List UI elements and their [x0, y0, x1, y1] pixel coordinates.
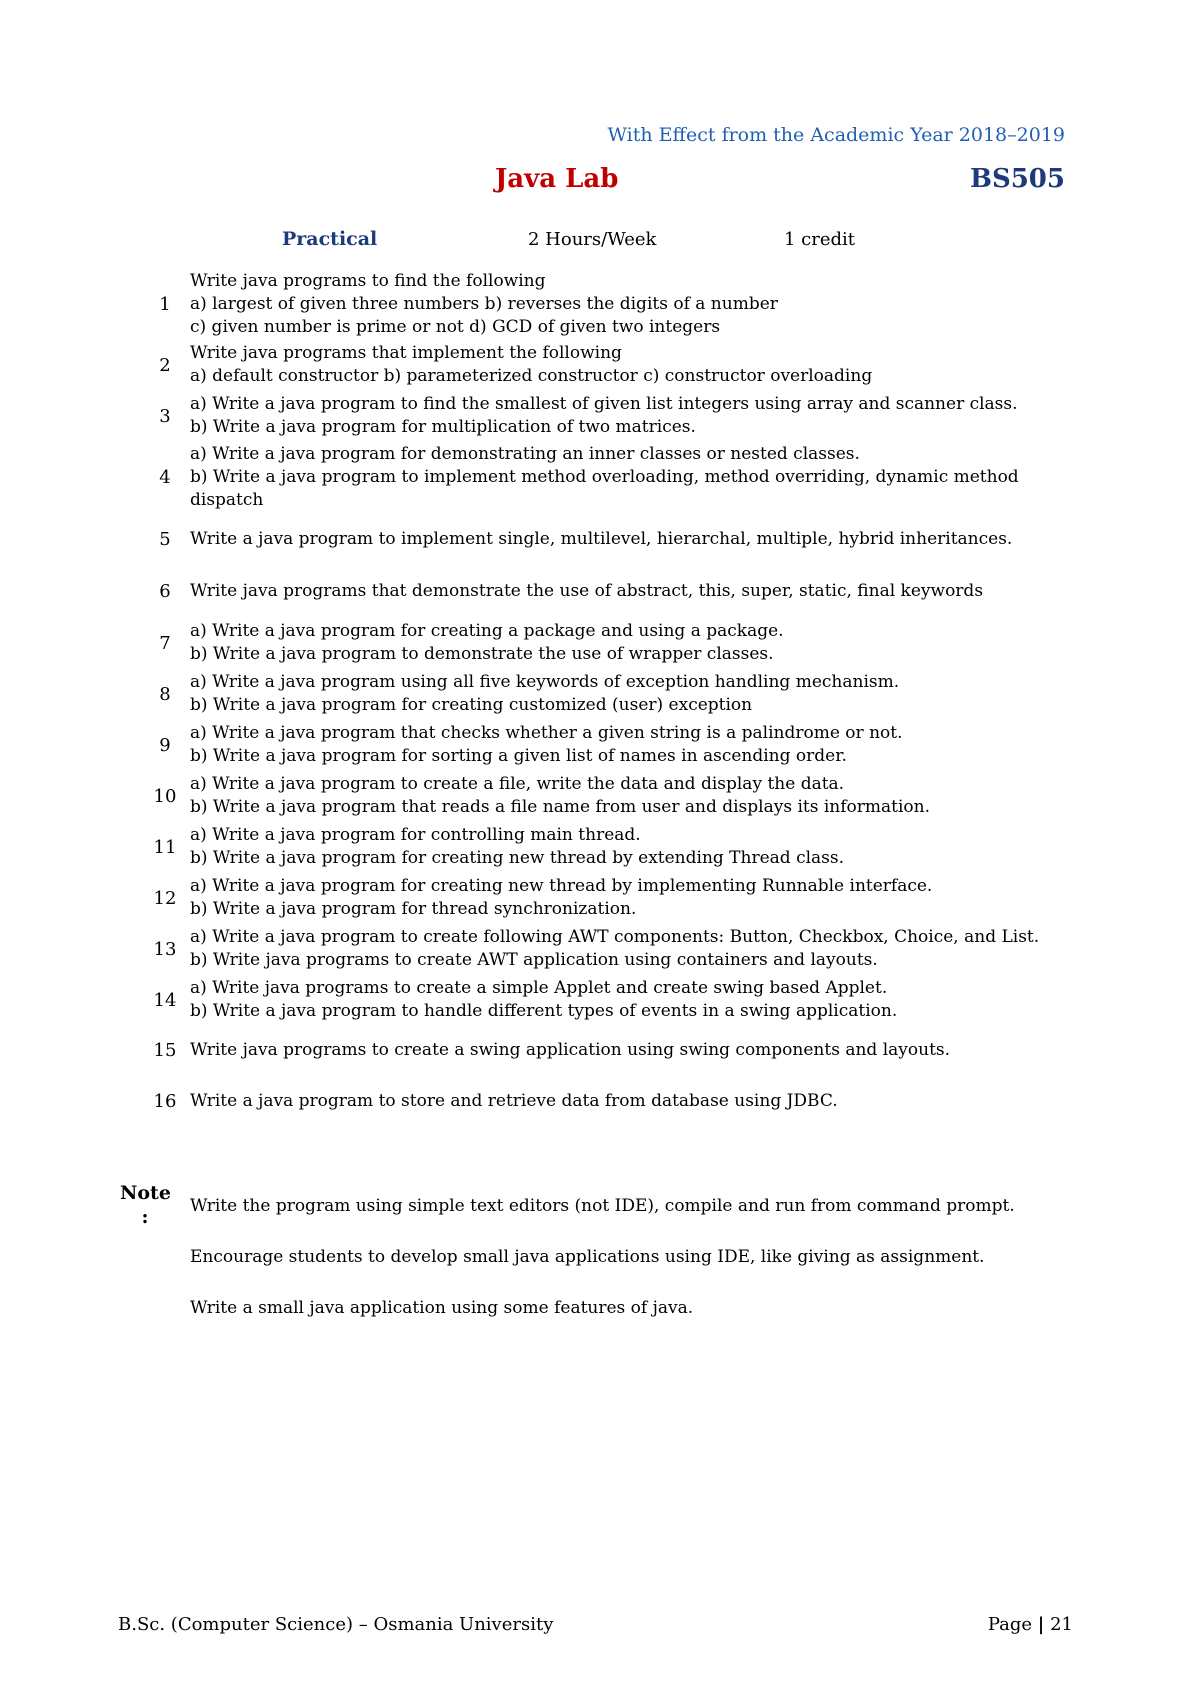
exercise-line: a) Write a java program for creating a package and using a package.: [190, 621, 784, 641]
exercise-row: [140, 393, 1070, 439]
footer-university: B.Sc. (Computer Science) – Osmania University: [118, 1614, 554, 1635]
exercise-line: Write java programs to create a swing application using swing components and layouts.: [190, 1040, 951, 1060]
exercise-line: a) largest of given three numbers b) reverses the digits of a number: [190, 294, 778, 314]
exercise-line: b) Write a java program for creating customized (user) exception: [190, 695, 753, 715]
note-label-text: Note: [120, 1182, 171, 1204]
exercise-line: Write java programs that implement the following: [190, 343, 622, 363]
note-line: Write a small java application using some features of java.: [190, 1298, 694, 1318]
exercise-number: 8: [159, 683, 171, 705]
exercise-row: [140, 722, 1070, 768]
exercise-number: 7: [159, 632, 171, 654]
page-separator: |: [1037, 1614, 1045, 1635]
exercise-line: a) Write a java program that checks whether a given string is a palindrome or not.: [190, 723, 903, 743]
exercise-row: [140, 1090, 1070, 1113]
course-credit: 1 credit: [784, 229, 856, 250]
exercise-line: b) Write a java program for thread synchronization.: [190, 899, 637, 919]
exercise-number: 6: [159, 581, 171, 602]
exercise-number: 9: [159, 734, 171, 756]
exercise-line: dispatch: [190, 490, 264, 510]
exercise-number: 2: [159, 354, 171, 376]
exercise-number: 12: [153, 887, 177, 909]
exercise-line: a) Write a java program to find the smallest of given list integers using array and scanner class.: [190, 394, 1018, 414]
exercise-line: Write java programs that demonstrate the use of abstract, this, super, static, final keywords: [190, 581, 984, 601]
exercise-line: a) default constructor b) parameterized constructor c) constructor overloading: [190, 366, 873, 386]
note-line: Write the program using simple text editors (not IDE), compile and run from command prompt.: [190, 1196, 1015, 1216]
exercise-row: [140, 977, 1070, 1023]
exercise-line: a) Write a java program for creating new thread by implementing Runnable interface.: [190, 876, 933, 896]
exercise-row: [140, 528, 1070, 551]
exercise-line: b) Write a java program to implement method overloading, method overriding, dynamic method: [190, 467, 1019, 487]
note-label: [120, 1181, 170, 1229]
exercise-number: 16: [153, 1091, 177, 1112]
exercise-row: [140, 580, 1070, 603]
exercise-line: b) Write a java program that reads a file name from user and displays its information.: [190, 797, 931, 817]
effect-year-line: With Effect from the Academic Year 2018–2019: [607, 124, 1065, 146]
exercise-number: 3: [159, 405, 171, 427]
exercise-row: [140, 926, 1070, 972]
exercise-number: 10: [153, 785, 177, 807]
exercise-line: Write a java program to store and retrieve data from database using JDBC.: [190, 1091, 838, 1111]
exercise-number: 13: [153, 938, 177, 960]
exercise-row: [140, 875, 1070, 921]
exercise-row: [140, 342, 1070, 388]
exercise-row: [140, 270, 1070, 339]
note-line: Encourage students to develop small java applications using IDE, like giving as assignment.: [190, 1247, 985, 1267]
exercise-number: 4: [159, 467, 171, 488]
page-label: Page: [987, 1614, 1033, 1635]
course-type: Practical: [282, 228, 378, 250]
exercise-line: a) Write a java program to create a file, write the data and display the data.: [190, 774, 845, 794]
note-label-colon: :: [141, 1206, 149, 1228]
footer-page-number: [988, 1614, 1073, 1635]
course-hours: 2 Hours/Week: [528, 229, 657, 250]
exercise-number: 1: [159, 294, 171, 315]
exercise-line: b) Write java programs to create AWT application using containers and layouts.: [190, 950, 878, 970]
course-title: Java Lab: [495, 164, 619, 194]
course-code: BS505: [969, 164, 1065, 194]
exercise-line: b) Write a java program to handle different types of events in a swing application.: [190, 1001, 898, 1021]
exercise-number: 15: [153, 1040, 177, 1061]
exercise-line: b) Write a java program for sorting a given list of names in ascending order.: [190, 746, 847, 766]
exercise-line: b) Write a java program for multiplication of two matrices.: [190, 417, 696, 437]
page-number: 21: [1050, 1614, 1073, 1635]
exercise-number: 5: [159, 529, 171, 550]
exercise-row: [140, 773, 1070, 819]
exercise-row: [140, 1039, 1070, 1062]
exercise-line: c) given number is prime or not d) GCD of given two integers: [190, 317, 721, 337]
exercise-line: a) Write a java program to create following AWT components: Button, Checkbox, Choice, and List.: [190, 927, 1040, 947]
exercise-row: [140, 443, 1070, 512]
exercise-line: a) Write java programs to create a simple Applet and create swing based Applet.: [190, 978, 888, 998]
exercise-number: 14: [153, 989, 177, 1011]
exercise-line: a) Write a java program using all five keywords of exception handling mechanism.: [190, 672, 900, 692]
exercise-line: b) Write a java program to demonstrate the use of wrapper classes.: [190, 644, 774, 664]
exercise-line: b) Write a java program for creating new thread by extending Thread class.: [190, 848, 845, 868]
exercise-line: a) Write a java program for demonstrating an inner classes or nested classes.: [190, 444, 860, 464]
exercise-line: Write java programs to find the following: [190, 271, 546, 291]
exercise-line: a) Write a java program for controlling main thread.: [190, 825, 641, 845]
exercise-row: [140, 620, 1070, 666]
exercise-number: 11: [153, 836, 177, 858]
exercise-row: [140, 671, 1070, 717]
exercise-row: [140, 824, 1070, 870]
exercise-line: Write a java program to implement single, multilevel, hierarchal, multiple, hybrid inheritances.: [190, 529, 1013, 549]
